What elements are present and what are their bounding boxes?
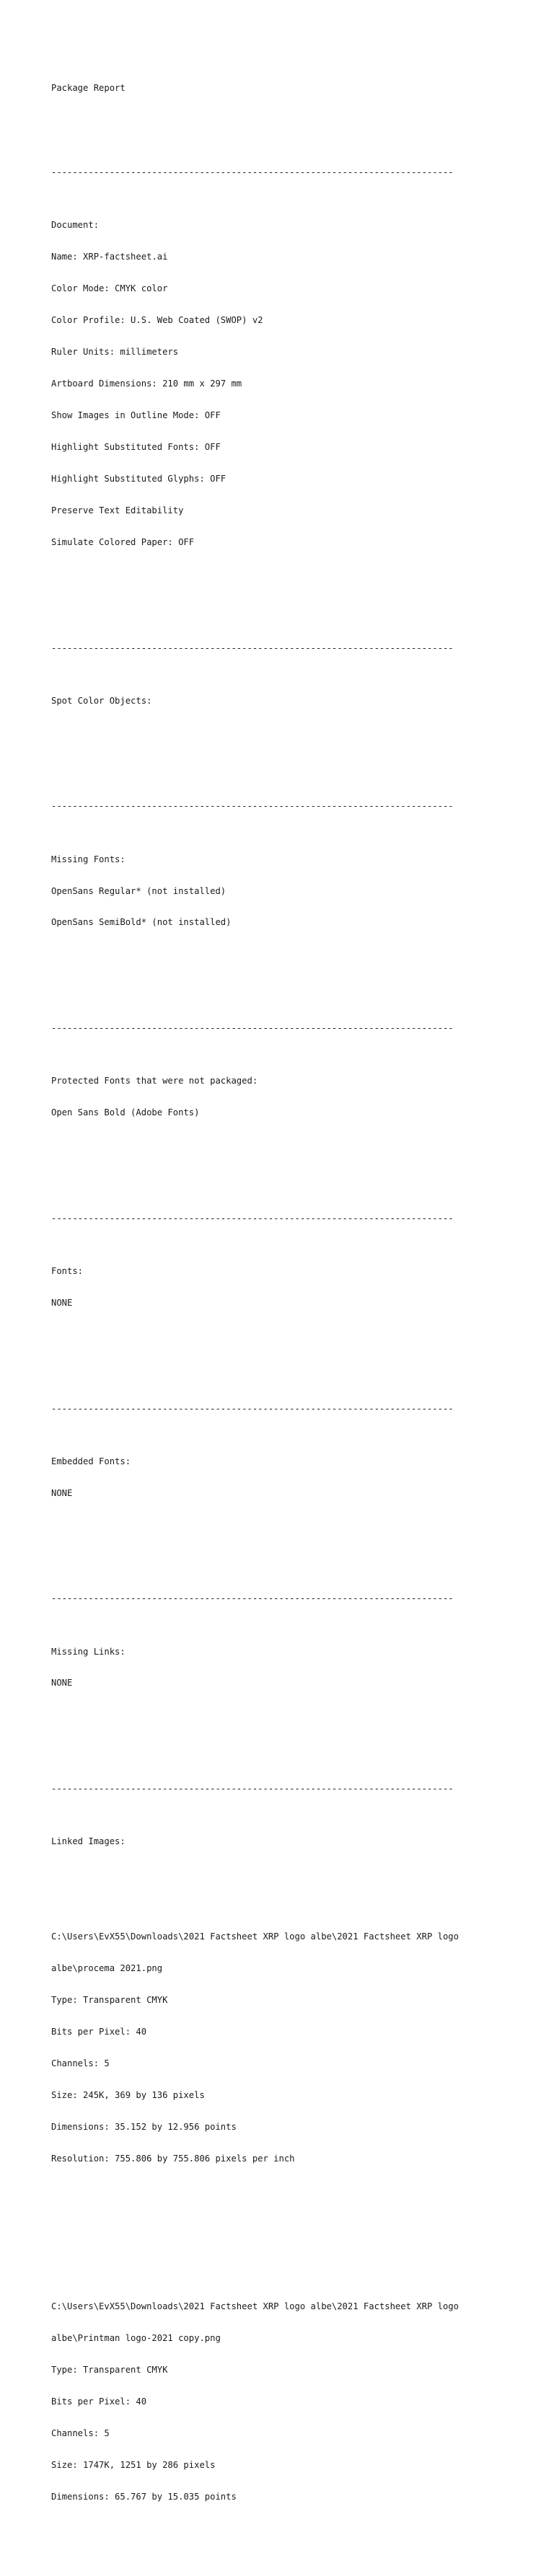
section-heading-document: Document: <box>51 220 100 231</box>
package-report <box>51 51 513 2576</box>
image-channels: Channels: 5 <box>51 2058 110 2068</box>
section-separator: ---------------------------------------------------------------------------- <box>51 801 454 812</box>
document-color-mode: Color Mode: CMYK color <box>51 283 168 294</box>
spacer <box>51 1350 513 1361</box>
image-bits-per-pixel: Bits per Pixel: 40 <box>51 2396 147 2407</box>
section-separator: ---------------------------------------------------------------------------- <box>51 1213 454 1223</box>
fonts-value: NONE <box>51 1297 73 1308</box>
image-dimensions: Dimensions: 65.767 by 15.035 points <box>51 2491 237 2502</box>
document-name: Name: XRP-factsheet.ai <box>51 252 168 262</box>
missing-font-item: OpenSans Regular* (not installed) <box>51 885 227 896</box>
section-heading-linked-images: Linked Images: <box>51 1836 126 1847</box>
spacer <box>51 970 513 981</box>
image-channels: Channels: 5 <box>51 2427 110 2438</box>
embedded-fonts-value: NONE <box>51 1487 73 1498</box>
linked-images-section <box>51 1815 513 2544</box>
fonts-section <box>51 1245 513 1329</box>
spacer <box>51 2206 513 2217</box>
section-heading-protected-fonts: Protected Fonts that were not packaged: <box>51 1076 258 1086</box>
image-size: Size: 1747K, 1251 by 286 pixels <box>51 2459 216 2470</box>
document-section <box>51 199 513 569</box>
image-bits-per-pixel: Bits per Pixel: 40 <box>51 2027 147 2037</box>
image-path: C:\Users\EvX55\Downloads\2021 Factsheet XRP logo albe\2021 Factsheet XRP logo <box>51 2301 459 2311</box>
missing-links-section <box>51 1625 513 1709</box>
image-type: Type: Transparent CMYK <box>51 2364 168 2375</box>
section-heading-embedded-fonts: Embedded Fonts: <box>51 1456 131 1466</box>
section-separator: ---------------------------------------------------------------------------- <box>51 1784 454 1794</box>
section-separator: ---------------------------------------------------------------------------- <box>51 642 454 653</box>
document-ruler-units: Ruler Units: millimeters <box>51 347 179 358</box>
document-artboard-dimensions: Artboard Dimensions: 210 mm x 297 mm <box>51 379 242 389</box>
spot-color-section <box>51 674 513 727</box>
image-size: Size: 245K, 369 by 136 pixels <box>51 2089 205 2100</box>
image-dimensions: Dimensions: 35.152 by 12.956 points <box>51 2121 237 2132</box>
linked-image-entry <box>51 2280 513 2523</box>
spacer <box>51 2238 513 2249</box>
image-type: Type: Transparent CMYK <box>51 1995 168 2006</box>
embedded-fonts-section <box>51 1435 513 1519</box>
document-highlight-glyphs: Highlight Substituted Glyphs: OFF <box>51 474 227 484</box>
missing-links-value: NONE <box>51 1678 73 1688</box>
section-heading-fonts: Fonts: <box>51 1266 84 1277</box>
section-separator: ---------------------------------------------------------------------------- <box>51 1403 454 1414</box>
image-path-continued: albe\procema 2021.png <box>51 1963 163 1974</box>
section-heading-spot-color: Spot Color Objects: <box>51 695 152 706</box>
section-separator: ---------------------------------------------------------------------------- <box>51 1593 454 1604</box>
image-resolution: Resolution: 755.806 by 755.806 pixels per inch <box>51 2153 295 2164</box>
document-color-profile: Color Profile: U.S. Web Coated (SWOP) v2 <box>51 315 263 326</box>
linked-image-entry <box>51 1911 513 2185</box>
section-heading-missing-fonts: Missing Fonts: <box>51 854 126 864</box>
document-simulate-paper: Simulate Colored Paper: OFF <box>51 536 195 547</box>
spacer <box>51 1161 513 1172</box>
protected-font-item: Open Sans Bold (Adobe Fonts) <box>51 1107 200 1118</box>
document-preserve-text: Preserve Text Editability <box>51 505 184 516</box>
image-path: C:\Users\EvX55\Downloads\2021 Factsheet XRP logo albe\2021 Factsheet XRP logo <box>51 1931 459 1942</box>
section-heading-missing-links: Missing Links: <box>51 1646 126 1657</box>
spacer <box>51 1868 513 1879</box>
spacer <box>51 1541 513 1552</box>
missing-fonts-section <box>51 833 513 949</box>
spacer <box>51 1731 513 1742</box>
spacer <box>51 748 513 759</box>
protected-fonts-section <box>51 1055 513 1139</box>
missing-font-item: OpenSans SemiBold* (not installed) <box>51 917 232 928</box>
image-path-continued: albe\Printman logo-2021 copy.png <box>51 2332 221 2343</box>
spacer <box>51 115 513 125</box>
document-outline-mode: Show Images in Outline Mode: OFF <box>51 410 221 421</box>
section-separator: ---------------------------------------------------------------------------- <box>51 167 454 178</box>
section-separator: ---------------------------------------------------------------------------- <box>51 1023 454 1034</box>
spacer <box>51 590 513 601</box>
report-title: Package Report <box>51 82 126 93</box>
document-highlight-fonts: Highlight Substituted Fonts: OFF <box>51 442 221 453</box>
